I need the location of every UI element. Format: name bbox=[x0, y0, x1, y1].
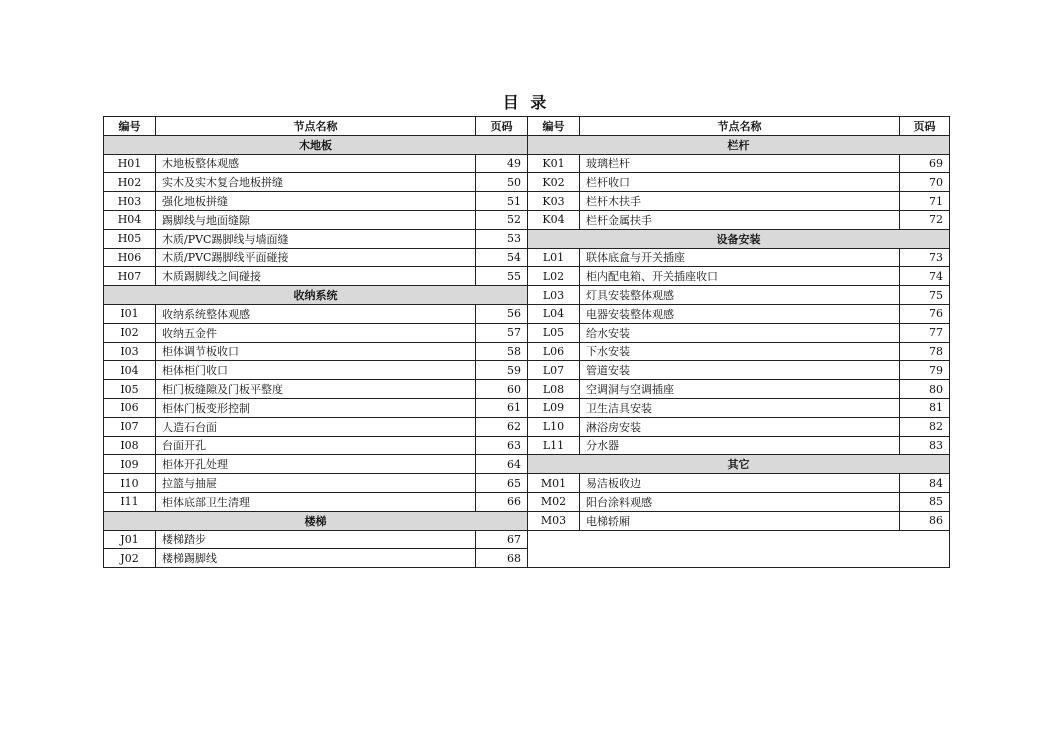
item-name: 柜体调节板收口 bbox=[156, 342, 476, 361]
header-row bbox=[528, 117, 950, 136]
section-title: 木地板 bbox=[104, 135, 528, 154]
item-name: 柜门板缝隙及门板平整度 bbox=[156, 380, 476, 399]
header-code: 编号 bbox=[104, 117, 156, 136]
item-name: 拉篮与抽屉 bbox=[156, 474, 476, 493]
section-row bbox=[528, 455, 950, 474]
item-name: 楼梯踢脚线 bbox=[156, 549, 476, 568]
empty-cell bbox=[528, 549, 950, 568]
item-page: 56 bbox=[476, 304, 528, 323]
table-row bbox=[104, 154, 528, 173]
page-title: 目 录 bbox=[502, 93, 550, 112]
item-page: 78 bbox=[900, 342, 950, 361]
table-row bbox=[104, 398, 528, 417]
item-name: 强化地板拼缝 bbox=[156, 192, 476, 211]
table-row bbox=[104, 248, 528, 267]
item-code: L08 bbox=[528, 380, 580, 399]
item-name: 楼梯踏步 bbox=[156, 530, 476, 549]
item-name: 木质/PVC踢脚线平面碰接 bbox=[156, 248, 476, 267]
item-name: 分水器 bbox=[580, 436, 900, 455]
item-code: H04 bbox=[104, 210, 156, 229]
item-code: L07 bbox=[528, 361, 580, 380]
toc-table-left bbox=[103, 116, 528, 568]
item-code: I10 bbox=[104, 474, 156, 493]
item-page: 54 bbox=[476, 248, 528, 267]
item-name: 木质踢脚线之间碰接 bbox=[156, 267, 476, 286]
item-code: K03 bbox=[528, 192, 580, 211]
item-code: I11 bbox=[104, 492, 156, 511]
table-row bbox=[104, 323, 528, 342]
table-row bbox=[528, 286, 950, 305]
section-row bbox=[104, 135, 528, 154]
item-code: L06 bbox=[528, 342, 580, 361]
item-page: 77 bbox=[900, 323, 950, 342]
item-code: L10 bbox=[528, 417, 580, 436]
table-row bbox=[104, 192, 528, 211]
item-page: 58 bbox=[476, 342, 528, 361]
item-page: 65 bbox=[476, 474, 528, 493]
item-code: H07 bbox=[104, 267, 156, 286]
section-row bbox=[528, 135, 950, 154]
item-code: J01 bbox=[104, 530, 156, 549]
item-code: I04 bbox=[104, 361, 156, 380]
item-page: 67 bbox=[476, 530, 528, 549]
table-row bbox=[528, 304, 950, 323]
item-code: K02 bbox=[528, 173, 580, 192]
table-row bbox=[528, 323, 950, 342]
toc-table-right bbox=[527, 116, 950, 568]
item-page: 76 bbox=[900, 304, 950, 323]
table-row bbox=[104, 210, 528, 229]
item-code: H03 bbox=[104, 192, 156, 211]
item-page: 84 bbox=[900, 474, 950, 493]
item-name: 联体底盒与开关插座 bbox=[580, 248, 900, 267]
item-page: 82 bbox=[900, 417, 950, 436]
item-page: 70 bbox=[900, 173, 950, 192]
table-row bbox=[528, 154, 950, 173]
item-page: 73 bbox=[900, 248, 950, 267]
item-name: 栏杆金属扶手 bbox=[580, 210, 900, 229]
item-code: M01 bbox=[528, 474, 580, 493]
item-code: I01 bbox=[104, 304, 156, 323]
item-code: M03 bbox=[528, 511, 580, 530]
table-row bbox=[104, 549, 528, 568]
item-name: 给水安装 bbox=[580, 323, 900, 342]
header-page: 页码 bbox=[900, 117, 950, 136]
item-page: 71 bbox=[900, 192, 950, 211]
item-code: I08 bbox=[104, 436, 156, 455]
section-title: 楼梯 bbox=[104, 511, 528, 530]
item-page: 49 bbox=[476, 154, 528, 173]
item-code: K04 bbox=[528, 210, 580, 229]
table-row bbox=[104, 361, 528, 380]
item-name: 电器安装整体观感 bbox=[580, 304, 900, 323]
item-page: 85 bbox=[900, 492, 950, 511]
item-name: 阳台涂料观感 bbox=[580, 492, 900, 511]
item-page: 81 bbox=[900, 398, 950, 417]
table-row bbox=[104, 455, 528, 474]
item-name: 管道安装 bbox=[580, 361, 900, 380]
item-name: 栏杆木扶手 bbox=[580, 192, 900, 211]
header-name: 节点名称 bbox=[580, 117, 900, 136]
item-name: 柜体底部卫生清理 bbox=[156, 492, 476, 511]
item-name: 电梯轿厢 bbox=[580, 511, 900, 530]
table-row bbox=[104, 342, 528, 361]
item-name: 柜内配电箱、开关插座收口 bbox=[580, 267, 900, 286]
table-row bbox=[528, 210, 950, 229]
header-row bbox=[104, 117, 528, 136]
item-name: 玻璃栏杆 bbox=[580, 154, 900, 173]
item-page: 72 bbox=[900, 210, 950, 229]
item-code: H01 bbox=[104, 154, 156, 173]
item-code: L01 bbox=[528, 248, 580, 267]
item-page: 60 bbox=[476, 380, 528, 399]
item-page: 79 bbox=[900, 361, 950, 380]
item-name: 人造石台面 bbox=[156, 417, 476, 436]
section-row bbox=[104, 286, 528, 305]
table-row bbox=[528, 361, 950, 380]
item-page: 86 bbox=[900, 511, 950, 530]
table-row bbox=[528, 248, 950, 267]
table-row bbox=[104, 436, 528, 455]
table-row bbox=[104, 417, 528, 436]
item-code: L05 bbox=[528, 323, 580, 342]
table-row bbox=[528, 474, 950, 493]
section-title: 设备安装 bbox=[528, 229, 950, 248]
table-row bbox=[528, 417, 950, 436]
item-code: I09 bbox=[104, 455, 156, 474]
item-name: 卫生洁具安装 bbox=[580, 398, 900, 417]
item-name: 收纳系统整体观感 bbox=[156, 304, 476, 323]
item-page: 51 bbox=[476, 192, 528, 211]
table-row bbox=[528, 492, 950, 511]
table-row bbox=[104, 229, 528, 248]
item-code: H02 bbox=[104, 173, 156, 192]
item-page: 62 bbox=[476, 417, 528, 436]
table-row bbox=[104, 474, 528, 493]
item-name: 灯具安装整体观感 bbox=[580, 286, 900, 305]
item-code: K01 bbox=[528, 154, 580, 173]
item-name: 实木及实木复合地板拼缝 bbox=[156, 173, 476, 192]
table-row bbox=[528, 173, 950, 192]
section-title: 栏杆 bbox=[528, 135, 950, 154]
item-page: 64 bbox=[476, 455, 528, 474]
item-page: 68 bbox=[476, 549, 528, 568]
item-page: 63 bbox=[476, 436, 528, 455]
item-page: 66 bbox=[476, 492, 528, 511]
section-title: 收纳系统 bbox=[104, 286, 528, 305]
item-code: M02 bbox=[528, 492, 580, 511]
table-row bbox=[528, 398, 950, 417]
header-name: 节点名称 bbox=[156, 117, 476, 136]
item-code: L02 bbox=[528, 267, 580, 286]
table-row bbox=[528, 380, 950, 399]
table-row bbox=[528, 192, 950, 211]
item-name: 台面开孔 bbox=[156, 436, 476, 455]
empty-cell bbox=[528, 530, 950, 549]
table-row bbox=[104, 492, 528, 511]
table-row bbox=[104, 267, 528, 286]
item-page: 83 bbox=[900, 436, 950, 455]
item-name: 柜体柜门收口 bbox=[156, 361, 476, 380]
table-row bbox=[528, 511, 950, 530]
item-page: 61 bbox=[476, 398, 528, 417]
table-row bbox=[528, 267, 950, 286]
item-name: 空调洞与空调插座 bbox=[580, 380, 900, 399]
item-code: I05 bbox=[104, 380, 156, 399]
item-page: 52 bbox=[476, 210, 528, 229]
item-code: I03 bbox=[104, 342, 156, 361]
empty-row bbox=[528, 530, 950, 549]
table-row bbox=[528, 342, 950, 361]
section-row bbox=[104, 511, 528, 530]
item-name: 易洁板收边 bbox=[580, 474, 900, 493]
item-code: I07 bbox=[104, 417, 156, 436]
table-row bbox=[104, 173, 528, 192]
header-code: 编号 bbox=[528, 117, 580, 136]
item-page: 57 bbox=[476, 323, 528, 342]
item-name: 柜体门板变形控制 bbox=[156, 398, 476, 417]
empty-row bbox=[528, 549, 950, 568]
header-page: 页码 bbox=[476, 117, 528, 136]
item-code: L04 bbox=[528, 304, 580, 323]
item-name: 柜体开孔处理 bbox=[156, 455, 476, 474]
item-code: I02 bbox=[104, 323, 156, 342]
item-page: 75 bbox=[900, 286, 950, 305]
section-title: 其它 bbox=[528, 455, 950, 474]
table-row bbox=[104, 380, 528, 399]
item-page: 80 bbox=[900, 380, 950, 399]
item-code: I06 bbox=[104, 398, 156, 417]
item-name: 木地板整体观感 bbox=[156, 154, 476, 173]
table-row bbox=[104, 530, 528, 549]
section-row bbox=[528, 229, 950, 248]
item-page: 55 bbox=[476, 267, 528, 286]
item-code: J02 bbox=[104, 549, 156, 568]
item-page: 50 bbox=[476, 173, 528, 192]
item-name: 下水安装 bbox=[580, 342, 900, 361]
item-code: H06 bbox=[104, 248, 156, 267]
item-name: 踢脚线与地面缝隙 bbox=[156, 210, 476, 229]
table-row bbox=[528, 436, 950, 455]
item-code: L11 bbox=[528, 436, 580, 455]
item-page: 53 bbox=[476, 229, 528, 248]
item-name: 木质/PVC踢脚线与墙面缝 bbox=[156, 229, 476, 248]
item-code: H05 bbox=[104, 229, 156, 248]
table-row bbox=[104, 304, 528, 323]
item-page: 59 bbox=[476, 361, 528, 380]
item-code: L09 bbox=[528, 398, 580, 417]
item-name: 收纳五金件 bbox=[156, 323, 476, 342]
item-page: 69 bbox=[900, 154, 950, 173]
item-name: 栏杆收口 bbox=[580, 173, 900, 192]
item-page: 74 bbox=[900, 267, 950, 286]
item-name: 淋浴房安装 bbox=[580, 417, 900, 436]
item-code: L03 bbox=[528, 286, 580, 305]
